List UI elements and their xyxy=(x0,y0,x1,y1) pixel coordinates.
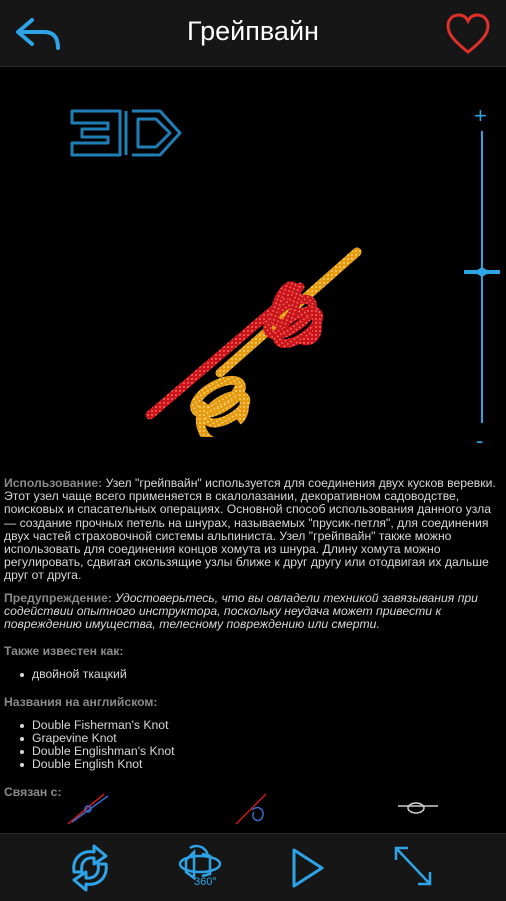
english-names-heading: Названия на английском: xyxy=(4,694,158,709)
related-knot-thumbnail xyxy=(394,790,444,826)
zoom-track[interactable] xyxy=(481,131,483,423)
expand-icon xyxy=(388,842,444,894)
3d-icon xyxy=(68,107,184,159)
cycle-button[interactable] xyxy=(62,842,118,894)
zoom-in-label[interactable]: + xyxy=(474,103,487,128)
warning-text: Удостоверьтесь, что вы овладели техникой завязывания при содействии опытного инструктора, поскольку неудача может привести к повреждению имущества, телесному повреждению или смерти. xyxy=(4,590,478,632)
page-title: Грейпвайн xyxy=(187,16,319,46)
related-knot-thumbnail xyxy=(64,790,114,826)
usage-paragraph xyxy=(4,477,500,583)
knot-model xyxy=(130,177,380,437)
warning-label: Предупреждение: xyxy=(4,590,112,605)
related-knots xyxy=(0,790,506,830)
related-knot-2[interactable] xyxy=(232,790,282,826)
english-name-item: Double Englishman's Knot xyxy=(32,745,500,758)
bottom-toolbar xyxy=(0,833,506,901)
knot-3d-viewer[interactable] xyxy=(0,67,506,472)
fullscreen-button[interactable] xyxy=(388,842,444,894)
favorite-button[interactable] xyxy=(444,12,492,56)
heart-icon xyxy=(444,12,492,56)
usage-text: Узел "грейпвайн" используется для соединения двух кусков веревки. Этот узел чаще всего применяется в скалолазании, декоративном садоводстве, поисковых и спасательных операциях. Основной способ использования данного узла — создание прочных петель на шнурах, называемых "прусик-петля", для соединения двух частей страховочной системы альпиниста. Узел "грейпвайн" также можно использовать для соединения концов хомута из шнура. Длину хомута можно регулировать, сдвигая скользящие узлы ближе к друг другу или отодвигая их дальше друг от друга. xyxy=(4,476,496,583)
related-knot-3[interactable] xyxy=(394,790,444,826)
english-name-item: Double Fisherman's Knot xyxy=(32,719,500,732)
zoom-out-label[interactable]: - xyxy=(476,428,484,453)
play-icon xyxy=(282,842,338,894)
top-bar xyxy=(0,0,506,67)
zoom-slider[interactable] xyxy=(462,103,502,453)
play-button[interactable] xyxy=(282,842,338,894)
related-knot-1[interactable] xyxy=(64,790,114,826)
zoom-thumb[interactable] xyxy=(464,267,500,277)
english-names-list xyxy=(4,719,500,772)
knot-description xyxy=(4,477,500,809)
related-heading: Связан с: xyxy=(4,784,62,799)
rotate-degrees-label: 360° xyxy=(194,876,217,888)
3d-mode-toggle[interactable] xyxy=(68,107,184,159)
english-name-item: Double English Knot xyxy=(32,758,500,771)
related-knot-thumbnail xyxy=(232,790,282,826)
cycle-arrows-icon xyxy=(62,842,118,894)
english-name-item: Grapevine Knot xyxy=(32,732,500,745)
warning-paragraph xyxy=(4,592,500,632)
aka-list xyxy=(4,668,500,681)
rotate-360-button[interactable] xyxy=(172,842,228,894)
usage-label: Использование: xyxy=(4,476,103,490)
aka-item: двойной ткацкий xyxy=(32,668,500,681)
aka-heading: Также известен как: xyxy=(4,644,124,659)
